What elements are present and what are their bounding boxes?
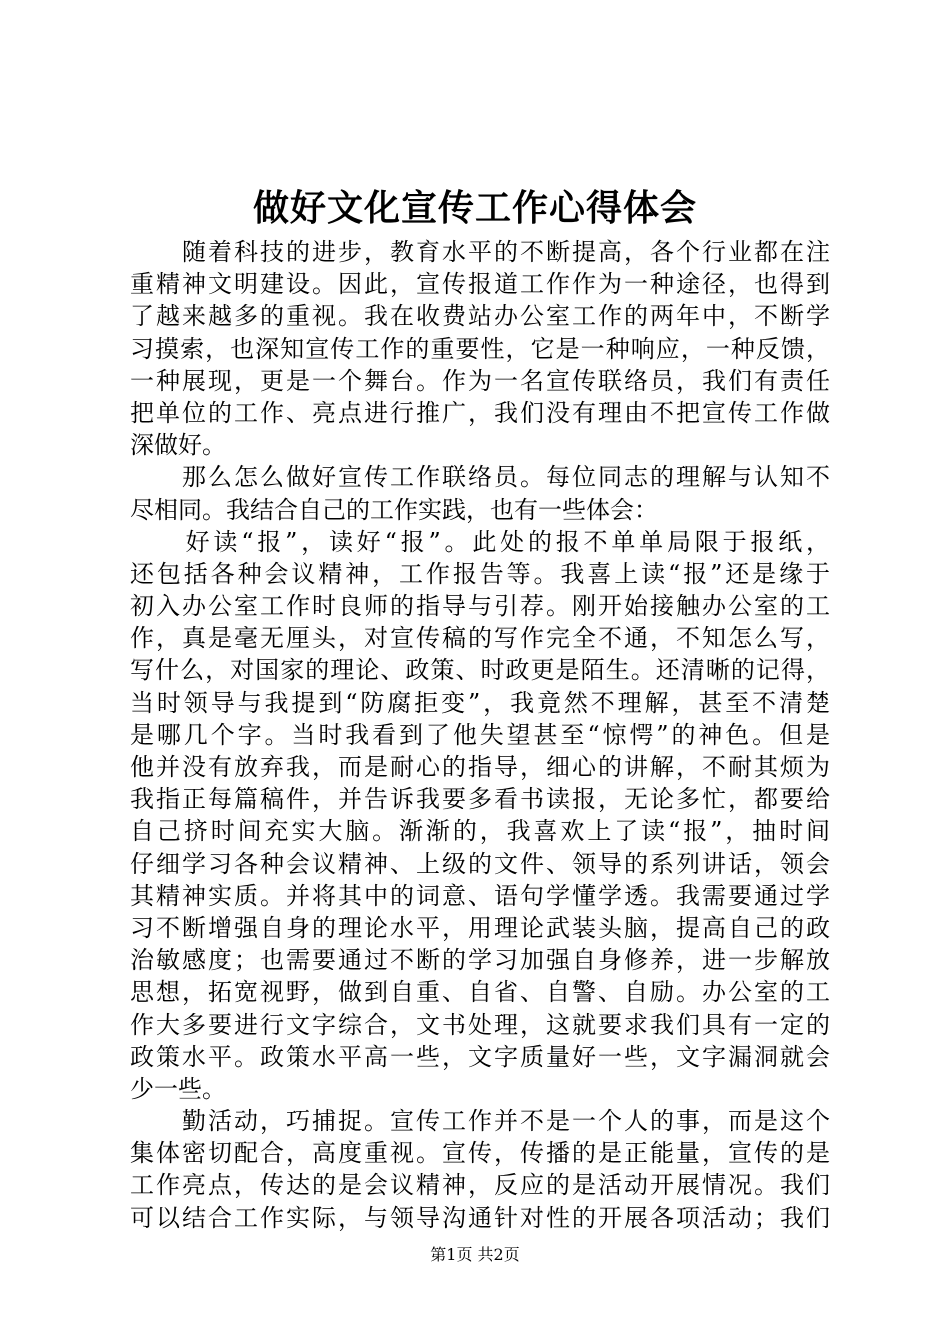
body-line: 写什么，对国家的理论、政策、时政更是陌生。还清晰的记得，	[130, 656, 830, 685]
body-line: 深做好。	[130, 431, 226, 460]
body-line: 重精神文明建设。因此，宣传报道工作作为一种途径，也得到	[130, 270, 830, 299]
body-line: 初入办公室工作时良师的指导与引荐。刚开始接触办公室的工	[130, 592, 830, 621]
page-footer: 第1页 共2页	[430, 1245, 520, 1264]
body-line: 勤活动，巧捕捉。宣传工作并不是一个人的事，而是这个	[130, 1107, 830, 1136]
body-line: 那么怎么做好宣传工作联络员。每位同志的理解与认知不	[130, 463, 830, 492]
body-line: 作，真是毫无厘头，对宣传稿的写作完全不通，不知怎么写，	[130, 624, 830, 653]
document-title: 做好文化宣传工作心得体会	[252, 187, 697, 229]
body-line: 我指正每篇稿件，并告诉我要多看书读报，无论多忙，都要给	[130, 785, 830, 814]
body-line: 工作亮点，传达的是会议精神，反应的是活动开展情况。我们	[130, 1171, 830, 1200]
body-line: 好读“报”，读好“报”。此处的报不单单局限于报纸，	[130, 527, 830, 556]
body-line: 了越来越多的重视。我在收费站办公室工作的两年中，不断学	[130, 302, 830, 331]
body-line: 还包括各种会议精神，工作报告等。我喜上读“报”还是缘于	[130, 559, 830, 588]
body-line: 一种展现，更是一个舞台。作为一名宣传联络员，我们有责任	[130, 366, 830, 395]
body-line: 随着科技的进步，教育水平的不断提高，各个行业都在注	[130, 238, 830, 266]
body-line: 当时领导与我提到“防腐拒变”，我竟然不理解，甚至不清楚	[130, 688, 830, 717]
body-line: 可以结合工作实际，与领导沟通针对性的开展各项活动；我们	[130, 1203, 830, 1232]
body-line: 少一些。	[130, 1074, 226, 1103]
body-line: 把单位的工作、亮点进行推广，我们没有理由不把宣传工作做	[130, 398, 830, 427]
body-line: 作大多要进行文字综合，文书处理，这就要求我们具有一定的	[130, 1010, 830, 1039]
document-body	[130, 236, 830, 1234]
body-line: 集体密切配合，高度重视。宣传，传播的是正能量，宣传的是	[130, 1139, 830, 1168]
body-line: 政策水平。政策水平高一些，文字质量好一些，文字漏洞就会	[130, 1042, 830, 1071]
body-line: 思想，拓宽视野，做到自重、自省、自警、自励。办公室的工	[130, 978, 830, 1007]
body-line: 治敏感度；也需要通过不断的学习加强自身修养，进一步解放	[130, 946, 830, 975]
body-line: 习摸索，也深知宣传工作的重要性，它是一种响应，一种反馈，	[130, 334, 830, 363]
body-line: 是哪几个字。当时我看到了他失望甚至“惊愕”的神色。但是	[130, 720, 830, 749]
body-line: 自己挤时间充实大脑。渐渐的，我喜欢上了读“报”，抽时间	[130, 817, 830, 846]
body-line: 其精神实质。并将其中的词意、语句学懂学透。我需要通过学	[130, 881, 830, 910]
body-line: 习不断增强自身的理论水平，用理论武装头脑，提高自己的政	[130, 913, 830, 942]
body-line: 尽相同。我结合自己的工作实践，也有一些体会：	[130, 495, 658, 524]
body-line: 仔细学习各种会议精神、上级的文件、领导的系列讲话，领会	[130, 849, 830, 878]
body-line: 他并没有放弃我，而是耐心的指导，细心的讲解，不耐其烦为	[130, 753, 830, 781]
